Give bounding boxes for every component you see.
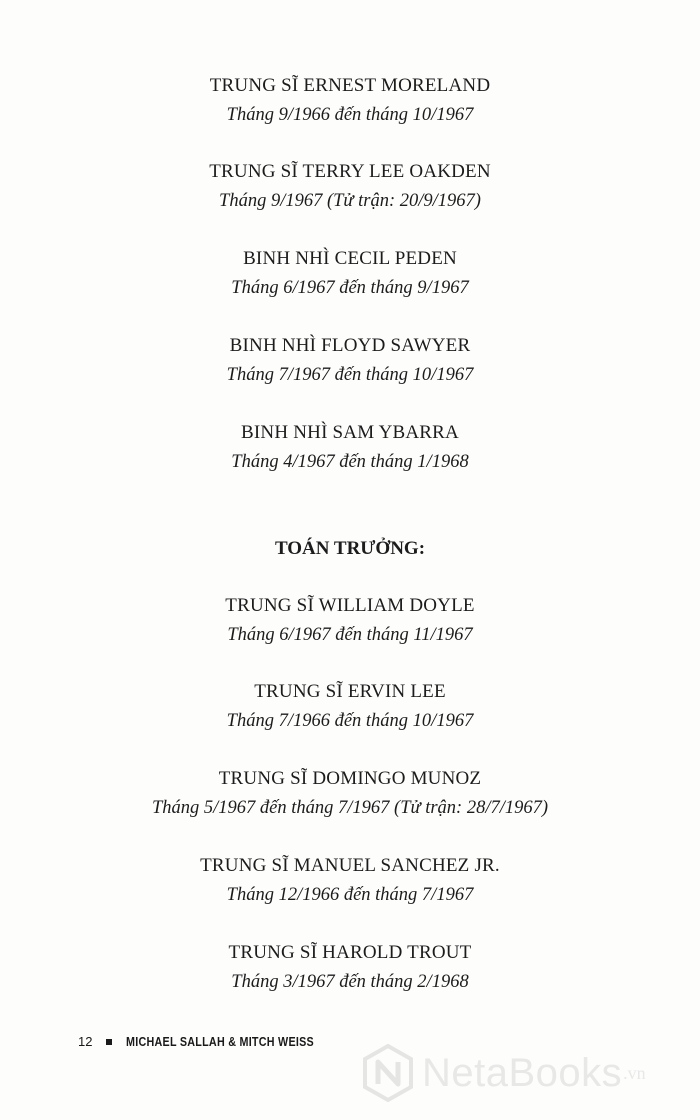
service-dates: Tháng 12/1966 đến tháng 7/1967: [226, 885, 474, 905]
list-item: [0, 942, 700, 993]
service-dates: Tháng 5/1967 đến tháng 7/1967 (Tử trận: 28/7/1967): [151, 798, 549, 818]
service-dates: Tháng 4/1967 đến tháng 1/1968: [231, 452, 469, 472]
soldier-name: TRUNG SĨ ERNEST MORELAND: [209, 75, 491, 96]
page-footer: [78, 1034, 345, 1049]
service-dates: Tháng 9/1967 (Tử trận: 20/9/1967): [219, 191, 481, 211]
list-item: [0, 335, 700, 386]
list-item: [0, 855, 700, 906]
list-item: [0, 681, 700, 732]
service-dates: Tháng 9/1966 đến tháng 10/1967: [226, 105, 474, 125]
list-item: [0, 161, 700, 212]
page-number: 12: [78, 1034, 93, 1049]
list-item: [0, 248, 700, 299]
soldier-name: TRUNG SĨ WILLIAM DOYLE: [225, 595, 475, 616]
watermark-suffix: .vn: [623, 1062, 646, 1083]
list-item: [0, 595, 700, 646]
section-heading: TOÁN TRƯỞNG:: [274, 538, 426, 559]
soldier-name: TRUNG SĨ MANUEL SANCHEZ JR.: [200, 855, 500, 876]
watermark-brand: NetaBooks: [422, 1051, 623, 1095]
list-item: [0, 422, 700, 473]
watermark: [362, 1044, 646, 1102]
netabooks-logo-icon: [362, 1044, 414, 1102]
list-item: [0, 768, 700, 819]
service-dates: Tháng 6/1967 đến tháng 9/1967: [231, 278, 469, 298]
soldier-name: TRUNG SĨ TERRY LEE OAKDEN: [209, 161, 491, 182]
soldier-name: BINH NHÌ CECIL PEDEN: [243, 248, 457, 269]
footer-bullet-icon: [106, 1039, 112, 1045]
soldier-name: BINH NHÌ SAM YBARRA: [241, 422, 459, 443]
soldier-name: TRUNG SĨ DOMINGO MUNOZ: [218, 768, 482, 789]
service-dates: Tháng 7/1967 đến tháng 10/1967: [226, 365, 474, 385]
service-dates: Tháng 3/1967 đến tháng 2/1968: [231, 972, 469, 992]
service-dates: Tháng 6/1967 đến tháng 11/1967: [227, 625, 473, 645]
footer-authors: MICHAEL SALLAH & MITCH WEISS: [126, 1034, 315, 1049]
soldier-name: BINH NHÌ FLOYD SAWYER: [229, 335, 471, 356]
list-item: [0, 75, 700, 126]
service-dates: Tháng 7/1966 đến tháng 10/1967: [226, 711, 474, 731]
soldier-name: TRUNG SĨ HAROLD TROUT: [228, 942, 472, 963]
soldier-name: TRUNG SĨ ERVIN LEE: [254, 681, 446, 702]
